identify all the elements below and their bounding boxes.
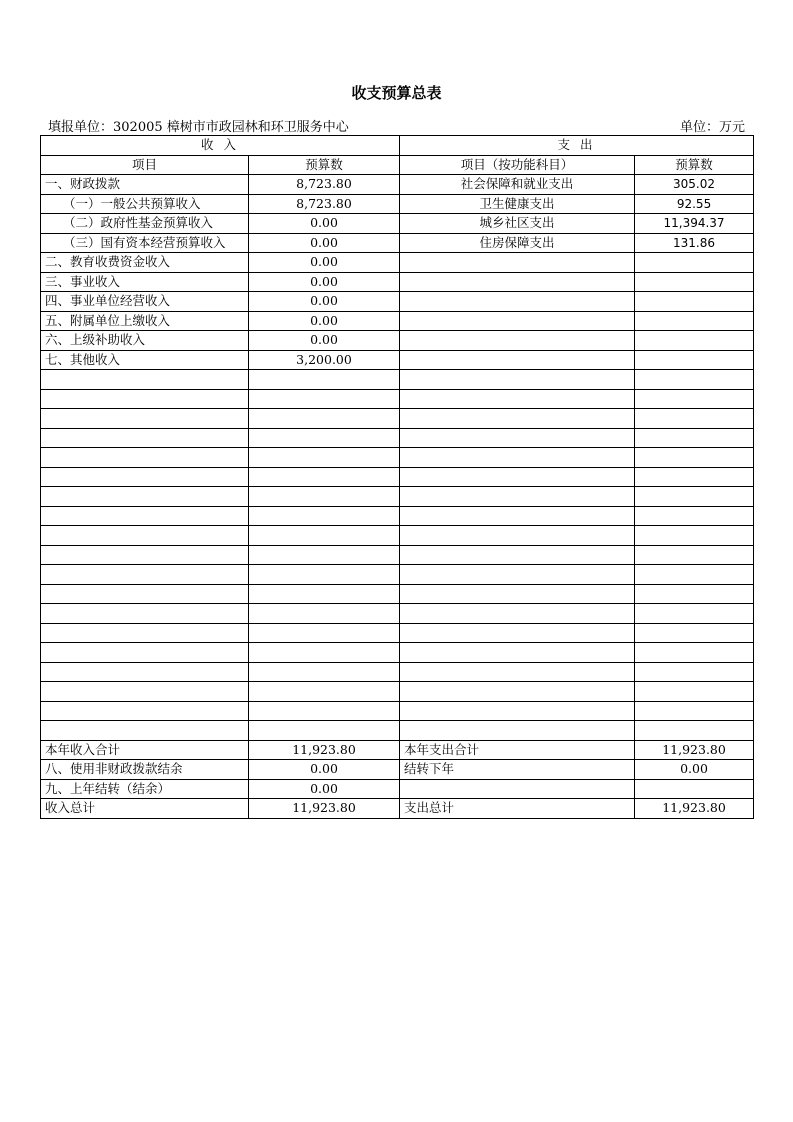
empty-cell xyxy=(41,428,249,448)
empty-cell xyxy=(400,545,635,565)
income-total-item: 收入总计 xyxy=(41,799,249,819)
empty-cell xyxy=(400,370,635,390)
page-title: 收支预算总表 xyxy=(351,84,442,102)
income-amount: 8,723.80 xyxy=(249,194,400,214)
expense-section-header: 支 出 xyxy=(400,136,754,156)
empty-cell xyxy=(249,428,400,448)
expense-total-amount: 0.00 xyxy=(635,760,754,780)
empty-cell xyxy=(41,662,249,682)
empty-cell xyxy=(249,565,400,585)
empty-row xyxy=(41,448,754,468)
empty-cell xyxy=(249,370,400,390)
empty-cell xyxy=(635,487,754,507)
empty-cell xyxy=(635,428,754,448)
empty-row xyxy=(41,467,754,487)
empty-cell xyxy=(635,448,754,468)
empty-cell xyxy=(635,389,754,409)
income-amount: 0.00 xyxy=(249,233,400,253)
empty-cell xyxy=(635,409,754,429)
empty-cell xyxy=(249,662,400,682)
empty-cell xyxy=(635,526,754,546)
empty-cell xyxy=(41,506,249,526)
empty-cell xyxy=(249,643,400,663)
empty-cell xyxy=(41,448,249,468)
empty-cell xyxy=(249,389,400,409)
empty-row xyxy=(41,721,754,741)
empty-cell xyxy=(400,623,635,643)
table-row xyxy=(41,175,754,195)
expense-amount xyxy=(635,350,754,370)
expense-total-item: 本年支出合计 xyxy=(400,740,635,760)
empty-cell xyxy=(41,545,249,565)
expense-total-amount xyxy=(635,779,754,799)
income-amount: 3,200.00 xyxy=(249,350,400,370)
expense-item xyxy=(400,311,635,331)
income-item: 二、教育收费资金收入 xyxy=(41,253,249,273)
expense-amount: 305.02 xyxy=(635,175,754,195)
empty-cell xyxy=(400,409,635,429)
expense-total-item: 支出总计 xyxy=(400,799,635,819)
income-total-amount: 11,923.80 xyxy=(249,740,400,760)
income-item: （三）国有资本经营预算收入 xyxy=(41,233,249,253)
income-amount: 0.00 xyxy=(249,331,400,351)
empty-cell xyxy=(249,506,400,526)
expense-item xyxy=(400,272,635,292)
expense-total-amount: 11,923.80 xyxy=(635,799,754,819)
unit-label: 单位：万元 xyxy=(679,120,745,135)
empty-cell xyxy=(249,584,400,604)
income-total-amount: 11,923.80 xyxy=(249,799,400,819)
empty-cell xyxy=(249,487,400,507)
income-section-header: 收 入 xyxy=(41,136,400,156)
empty-row xyxy=(41,565,754,585)
income-item: 一、财政拨款 xyxy=(41,175,249,195)
empty-cell xyxy=(41,623,249,643)
income-amount: 0.00 xyxy=(249,272,400,292)
empty-cell xyxy=(249,409,400,429)
empty-cell xyxy=(41,721,249,741)
income-total-item: 九、上年结转（结余） xyxy=(41,779,249,799)
empty-cell xyxy=(41,643,249,663)
empty-cell xyxy=(249,526,400,546)
expense-item xyxy=(400,350,635,370)
empty-row xyxy=(41,506,754,526)
empty-cell xyxy=(635,604,754,624)
expense-amount xyxy=(635,253,754,273)
income-item: （一）一般公共预算收入 xyxy=(41,194,249,214)
table-row xyxy=(41,194,754,214)
empty-row xyxy=(41,487,754,507)
empty-cell xyxy=(635,467,754,487)
empty-row xyxy=(41,604,754,624)
empty-cell xyxy=(41,584,249,604)
empty-cell xyxy=(41,370,249,390)
income-amount: 0.00 xyxy=(249,292,400,312)
empty-cell xyxy=(635,545,754,565)
empty-row xyxy=(41,409,754,429)
empty-cell xyxy=(41,565,249,585)
empty-cell xyxy=(41,467,249,487)
empty-cell xyxy=(41,604,249,624)
reporting-unit: 填报单位：302005 樟树市市政园林和环卫服务中心 xyxy=(48,120,349,135)
empty-cell xyxy=(249,467,400,487)
income-item: 五、附属单位上缴收入 xyxy=(41,311,249,331)
income-item: 四、事业单位经营收入 xyxy=(41,292,249,312)
income-item: 七、其他收入 xyxy=(41,350,249,370)
expense-amount: 131.86 xyxy=(635,233,754,253)
empty-row xyxy=(41,623,754,643)
empty-cell xyxy=(41,389,249,409)
expense-amount: 92.55 xyxy=(635,194,754,214)
expense-item-header: 项目（按功能科目） xyxy=(400,155,635,175)
empty-cell xyxy=(400,506,635,526)
empty-row xyxy=(41,428,754,448)
expense-amount xyxy=(635,292,754,312)
total-row xyxy=(41,740,754,760)
income-total-item: 八、使用非财政拨款结余 xyxy=(41,760,249,780)
table-row xyxy=(41,331,754,351)
table-row xyxy=(41,233,754,253)
empty-cell xyxy=(400,721,635,741)
income-amount-header: 预算数 xyxy=(249,155,400,175)
total-row xyxy=(41,799,754,819)
income-item-header: 项目 xyxy=(41,155,249,175)
empty-cell xyxy=(400,448,635,468)
empty-cell xyxy=(635,682,754,702)
table-row xyxy=(41,350,754,370)
empty-cell xyxy=(635,584,754,604)
expense-item xyxy=(400,331,635,351)
empty-row xyxy=(41,682,754,702)
expense-total-item xyxy=(400,779,635,799)
income-item: 六、上级补助收入 xyxy=(41,331,249,351)
empty-cell xyxy=(400,565,635,585)
empty-cell xyxy=(400,584,635,604)
empty-row xyxy=(41,389,754,409)
empty-cell xyxy=(400,389,635,409)
income-amount: 0.00 xyxy=(249,311,400,331)
empty-cell xyxy=(249,604,400,624)
empty-cell xyxy=(400,701,635,721)
income-total-amount: 0.00 xyxy=(249,779,400,799)
empty-cell xyxy=(249,623,400,643)
table-row xyxy=(41,214,754,234)
empty-row xyxy=(41,545,754,565)
empty-cell xyxy=(249,721,400,741)
empty-cell xyxy=(635,721,754,741)
expense-item xyxy=(400,253,635,273)
empty-cell xyxy=(249,682,400,702)
expense-amount: 11,394.37 xyxy=(635,214,754,234)
income-amount: 8,723.80 xyxy=(249,175,400,195)
empty-cell xyxy=(635,643,754,663)
empty-cell xyxy=(249,701,400,721)
empty-cell xyxy=(635,506,754,526)
empty-row xyxy=(41,643,754,663)
empty-cell xyxy=(400,643,635,663)
budget-summary-table xyxy=(40,135,754,819)
income-item: 三、事业收入 xyxy=(41,272,249,292)
expense-item: 住房保障支出 xyxy=(400,233,635,253)
expense-total-item: 结转下年 xyxy=(400,760,635,780)
empty-cell xyxy=(635,370,754,390)
income-item: （二）政府性基金预算收入 xyxy=(41,214,249,234)
empty-cell xyxy=(635,701,754,721)
income-total-amount: 0.00 xyxy=(249,760,400,780)
expense-item: 社会保障和就业支出 xyxy=(400,175,635,195)
empty-cell xyxy=(635,662,754,682)
income-amount: 0.00 xyxy=(249,214,400,234)
empty-row xyxy=(41,526,754,546)
total-row xyxy=(41,760,754,780)
empty-row xyxy=(41,701,754,721)
empty-cell xyxy=(400,662,635,682)
empty-cell xyxy=(400,682,635,702)
empty-row xyxy=(41,584,754,604)
empty-cell xyxy=(249,448,400,468)
empty-cell xyxy=(635,623,754,643)
table-row xyxy=(41,311,754,331)
empty-cell xyxy=(400,467,635,487)
expense-item: 城乡社区支出 xyxy=(400,214,635,234)
empty-row xyxy=(41,370,754,390)
empty-cell xyxy=(41,409,249,429)
empty-cell xyxy=(400,487,635,507)
income-total-item: 本年收入合计 xyxy=(41,740,249,760)
expense-amount-header: 预算数 xyxy=(635,155,754,175)
expense-item: 卫生健康支出 xyxy=(400,194,635,214)
empty-cell xyxy=(41,682,249,702)
expense-amount xyxy=(635,311,754,331)
expense-total-amount: 11,923.80 xyxy=(635,740,754,760)
table-row xyxy=(41,292,754,312)
empty-cell xyxy=(41,487,249,507)
total-row xyxy=(41,779,754,799)
table-row xyxy=(41,272,754,292)
empty-row xyxy=(41,662,754,682)
empty-cell xyxy=(400,428,635,448)
expense-amount xyxy=(635,331,754,351)
empty-cell xyxy=(249,545,400,565)
column-header-row xyxy=(41,155,754,175)
section-header-row xyxy=(41,136,754,156)
empty-cell xyxy=(400,526,635,546)
empty-cell xyxy=(635,565,754,585)
expense-item xyxy=(400,292,635,312)
empty-cell xyxy=(400,604,635,624)
table-row xyxy=(41,253,754,273)
empty-cell xyxy=(41,701,249,721)
empty-cell xyxy=(41,526,249,546)
income-amount: 0.00 xyxy=(249,253,400,273)
expense-amount xyxy=(635,272,754,292)
